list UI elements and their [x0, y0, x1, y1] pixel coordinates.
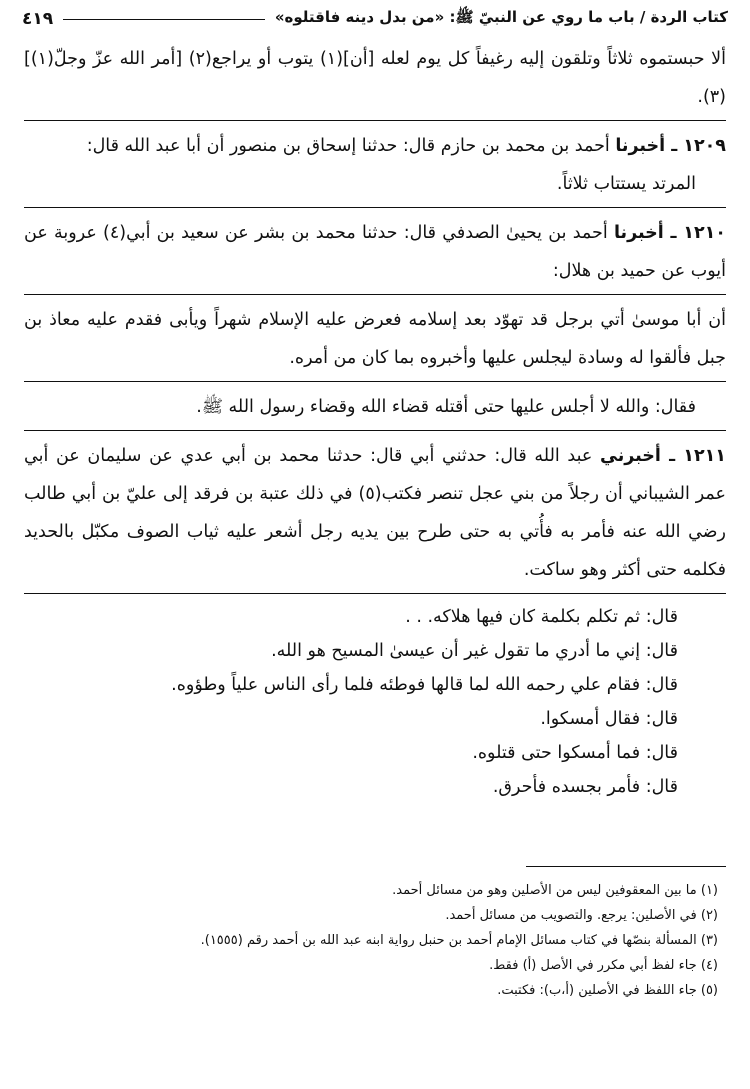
footnote: (٤) جاء لفظ أبي مكرر في الأصل (أ) فقط.	[489, 958, 718, 973]
dialogue-line: قال: فأمر بجسده فأحرق.	[492, 777, 678, 797]
section-divider	[24, 120, 726, 121]
footnote: (٥) جاء اللفظ في الأصلين (أ،ب): فكتبت.	[497, 983, 718, 998]
hadith-chain: أحمد بن محمد بن حازم قال: حدثنا إسحاق بن منصور أن أبا عبد الله قال:	[86, 136, 616, 156]
page-number: ٤١٩	[22, 9, 54, 29]
hadith-1211	[24, 437, 726, 589]
section-divider	[24, 381, 726, 382]
footnotes	[24, 878, 726, 1003]
dialogue-line: قال: ثم تكلم بكلمة كان فيها هلاكه. . .	[405, 607, 678, 627]
hadith-1210	[24, 214, 726, 290]
hadith-number: ١٢١٠ ـ أخبرنا	[613, 223, 726, 243]
footnote-rule	[526, 866, 726, 867]
dialogue-line: قال: فقام علي رحمه الله لما قالها فوطئه فلما رأى الناس علياً وطؤوه.	[171, 675, 678, 695]
dialogue-list	[24, 600, 726, 804]
section-divider	[24, 294, 726, 295]
hadith-1209	[24, 127, 726, 165]
hadith-chain: أحمد بن يحيىٰ الصدفي قال: حدثنا محمد بن بشر عن سعيد بن أبي(٤) عروبة عن أيوب عن حميد بن هلال:	[24, 223, 726, 281]
section-divider	[24, 430, 726, 431]
hadith-1210-text: أن أبا موسىٰ أتي برجل قد تهوّد بعد إسلامه فعرض عليه الإسلام شهراً ويأبى فقدم عليه معاذ بن جبل فألقوا له وسادة ليجلس عليها وأخبروه بما كان من أمره.	[24, 310, 726, 368]
main-text	[24, 40, 726, 804]
header-rule	[63, 19, 265, 20]
hadith-chain: عبد الله قال: حدثني أبي قال: حدثنا محمد بن أبي عدي عن سليمان عن أبي عمر الشيباني أن رجلاً من بني عجل تنصر فكتب(٥) في ذلك عتبة بن فرقد إلى عليّ بن أبي طالب رضي الله عنه فأمر به فأُتي به حتى طرح بين يديه رجل أشعر عليه ثياب الصوف مكبّل بالحديد فكلمه حتى أكثر وهو ساكت.	[24, 446, 726, 580]
hadith-1210-saying: فقال: والله لا أجلس عليها حتى أقتله قضاء الله وقضاء رسول الله ﷺ.	[196, 397, 696, 417]
dialogue-line: قال: فقال أمسكوا.	[540, 709, 678, 729]
hadith-1209-text: المرتد يستتاب ثلاثاً.	[556, 174, 696, 194]
dialogue-line: قال: إني ما أدري ما تقول غير أن عيسىٰ المسيح هو الله.	[271, 641, 678, 661]
footnote: (١) ما بين المعقوفين ليس من الأصلين وهو من مسائل أحمد.	[392, 883, 718, 898]
section-divider	[24, 207, 726, 208]
footnote: (٢) في الأصلين: يرجع. والتصويب من مسائل أحمد.	[445, 908, 718, 923]
footnote: (٣) المسألة بنصّها في كتاب مسائل الإمام أحمد بن حنبل رواية ابنه عبد الله بن أحمد رقم (١٥٥٥).	[200, 933, 718, 948]
hadith-number: ١٢٠٩ ـ أخبرنا	[615, 136, 726, 156]
hadith-number: ١٢١١ ـ أخبرني	[599, 446, 726, 466]
section-divider	[24, 593, 726, 594]
running-header	[22, 6, 728, 32]
paragraph-continuation: ألا حبستموه ثلاثاً وتلقون إليه رغيفاً كل يوم لعله [أن](١) يتوب أو يراجع(٢) [أمر الله عزّ وجلّ(١)](٣).	[24, 49, 726, 107]
chapter-title: كتاب الردة / باب ما روي عن النبيّ ﷺ: «من بدل دينه فاقتلوه»	[274, 8, 728, 26]
dialogue-line: قال: فما أمسكوا حتى قتلوه.	[472, 743, 678, 763]
